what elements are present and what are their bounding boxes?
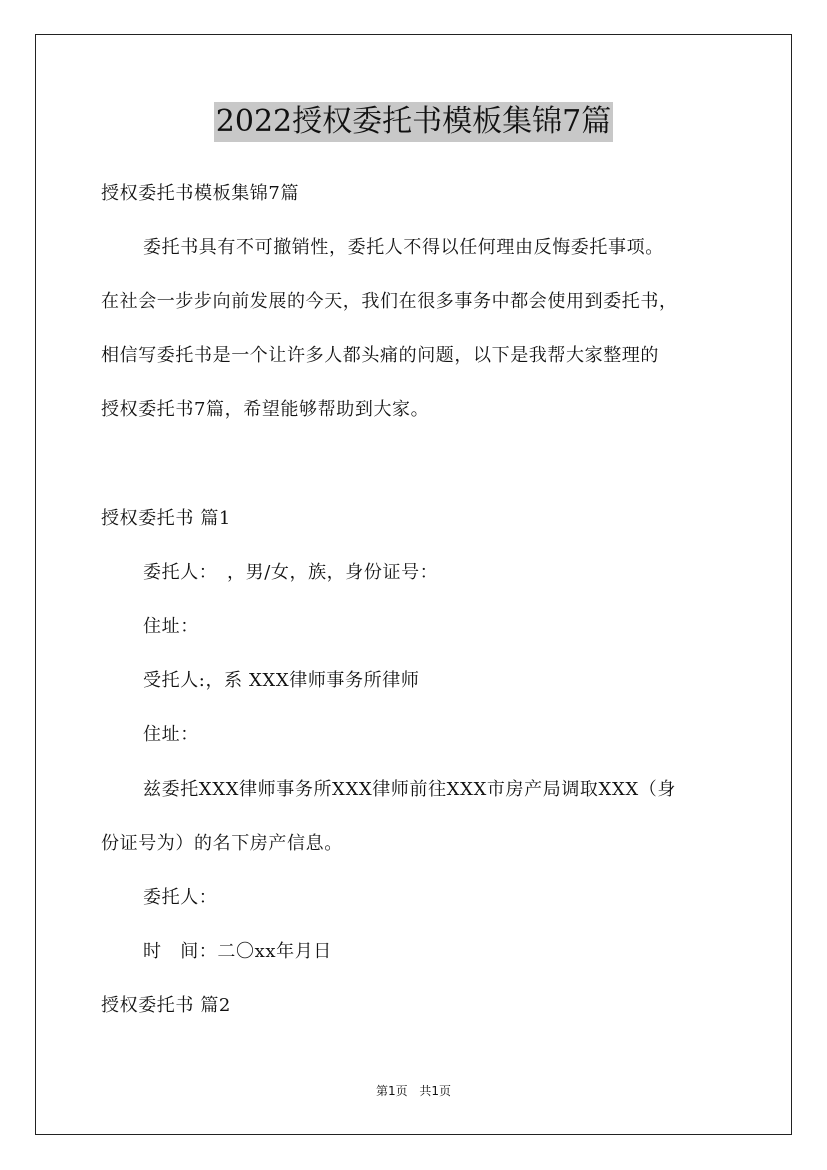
intro-paragraph-line: 相信写委托书是一个让许多人都头痛的问题，以下是我帮大家整理的 (101, 345, 659, 366)
authorization-line: 兹委托XXX律师事务所XXX律师前往XXX市房产局调取XXX（身 (143, 779, 676, 800)
page-number: 第1页 (375, 1084, 408, 1098)
section-1-heading: 授权委托书 篇1 (101, 508, 231, 529)
signature-line: 委托人： (143, 887, 218, 908)
document-subtitle: 授权委托书模板集锦7篇 (101, 183, 300, 204)
page-total: 共1页 (419, 1084, 452, 1098)
section-2-heading: 授权委托书 篇2 (101, 995, 231, 1016)
principal-line: 委托人： ，男/女，族，身份证号： (143, 562, 439, 583)
page-footer (0, 1083, 827, 1099)
title-wrap (0, 102, 827, 142)
agent-line: 受托人:，系 XXX律师事务所律师 (143, 670, 420, 691)
intro-paragraph-line: 授权委托书7篇，希望能够帮助到大家。 (101, 399, 430, 420)
intro-paragraph-line: 在社会一步步向前发展的今天，我们在很多事务中都会使用到委托书， (101, 291, 678, 312)
date-line: 时 间：二〇xx年月日 (143, 941, 332, 962)
authorization-line: 份证号为）的名下房产信息。 (101, 833, 343, 854)
intro-paragraph-line: 委托书具有不可撤销性，委托人不得以任何理由反悔委托事项。 (143, 237, 664, 258)
document-title: 2022授权委托书模板集锦7篇 (214, 102, 613, 142)
principal-address-line: 住址： (143, 616, 199, 637)
agent-address-line: 住址： (143, 724, 199, 745)
